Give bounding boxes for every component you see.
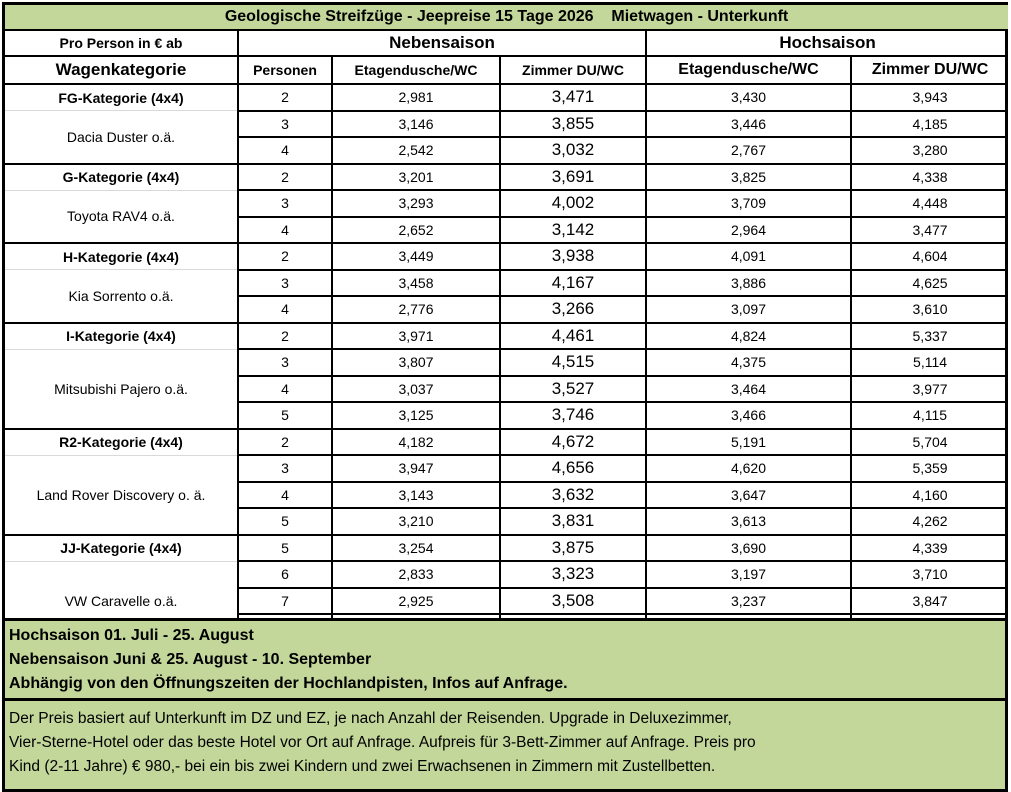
hs-etagendusche-price: 3,709	[646, 190, 851, 217]
table-row	[5, 190, 1008, 217]
hs-etagendusche-price: 2,767	[646, 137, 851, 164]
ns-zimmer-price: 3,508	[500, 588, 646, 615]
hs-etagendusche-price: 4,824	[646, 323, 851, 350]
ns-etagendusche-price: 3,146	[332, 111, 500, 138]
personen-cell: 5	[238, 508, 332, 535]
ns-etagendusche-price: 3,143	[332, 482, 500, 509]
hs-etagendusche-price: 3,466	[646, 402, 851, 429]
title-row	[5, 5, 1008, 30]
hs-zimmer-header: Zimmer DU/WC	[851, 56, 1008, 84]
personen-cell: 2	[238, 323, 332, 350]
ns-zimmer-price: 4,167	[500, 270, 646, 297]
table-row	[5, 111, 1008, 138]
ns-zimmer-price: 3,323	[500, 561, 646, 588]
car-model-label: Kia Sorrento o.ä.	[5, 270, 238, 323]
hs-zimmer-price: 4,185	[851, 111, 1008, 138]
hs-zimmer-price: 3,610	[851, 296, 1008, 323]
hs-zimmer-price: 4,339	[851, 535, 1008, 562]
ns-zimmer-price: 4,002	[500, 190, 646, 217]
price-table	[5, 5, 1008, 642]
hs-etagendusche-price: 4,620	[646, 455, 851, 482]
note-line: Vier-Sterne-Hotel oder das beste Hotel vor Ort auf Anfrage. Aufpreis für 3-Bett-Zimmer auf Anfrage. Preis pro	[9, 734, 756, 751]
ns-zimmer-header: Zimmer DU/WC	[500, 56, 646, 84]
hs-zimmer-price: 4,338	[851, 164, 1008, 191]
price-sheet	[2, 2, 1008, 642]
ns-etagendusche-price: 3,037	[332, 376, 500, 403]
hs-zimmer-price: 4,262	[851, 508, 1008, 535]
ns-zimmer-price: 4,515	[500, 349, 646, 376]
ns-etagendusche-price: 2,542	[332, 137, 500, 164]
hs-zimmer-price: 4,604	[851, 243, 1008, 270]
hs-etagendusche-price: 2,964	[646, 217, 851, 244]
ns-etagendusche-price: 2,652	[332, 217, 500, 244]
personen-cell: 2	[238, 243, 332, 270]
car-model-label: Dacia Duster o.ä.	[5, 111, 238, 164]
hs-zimmer-price: 4,115	[851, 402, 1008, 429]
hs-zimmer-price: 3,847	[851, 588, 1008, 615]
personen-cell: 4	[238, 217, 332, 244]
hs-zimmer-price: 4,160	[851, 482, 1008, 509]
hs-zimmer-price: 3,280	[851, 137, 1008, 164]
ns-etagendusche-price: 2,925	[332, 588, 500, 615]
ns-etagendusche-price: 3,947	[332, 455, 500, 482]
ns-zimmer-price: 3,831	[500, 508, 646, 535]
hs-zimmer-price: 5,114	[851, 349, 1008, 376]
personen-cell: 4	[238, 296, 332, 323]
ns-zimmer-price: 3,471	[500, 84, 646, 111]
hs-zimmer-price: 5,704	[851, 429, 1008, 456]
hs-zimmer-price: 5,359	[851, 455, 1008, 482]
season-notes	[5, 621, 1005, 701]
note-nebensaison: Nebensaison Juni & 25. August - 10. September	[9, 651, 372, 668]
hs-etagendusche-price: 3,690	[646, 535, 851, 562]
personen-cell: 3	[238, 270, 332, 297]
hs-etagendusche-price: 3,237	[646, 588, 851, 615]
ns-etagendusche-price: 4,182	[332, 429, 500, 456]
category-label: FG-Kategorie (4x4)	[5, 84, 238, 111]
price-notes	[5, 701, 1005, 789]
ns-etagendusche-price: 3,201	[332, 164, 500, 191]
season-header-row	[5, 30, 1008, 56]
hs-zimmer-price: 3,943	[851, 84, 1008, 111]
ns-zimmer-price: 3,266	[500, 296, 646, 323]
personen-cell: 3	[238, 455, 332, 482]
personen-cell: 6	[238, 561, 332, 588]
hs-etagendusche-header: Etagendusche/WC	[646, 56, 851, 84]
personen-cell: 3	[238, 349, 332, 376]
sheet-title: Geologische Streifzüge - Jeepreise 15 Tage 2026 Mietwagen - Unterkunft	[5, 5, 1008, 30]
personen-cell: 4	[238, 376, 332, 403]
category-label: JJ-Kategorie (4x4)	[5, 535, 238, 562]
personen-cell: 5	[238, 535, 332, 562]
hs-etagendusche-price: 3,886	[646, 270, 851, 297]
nebensaison-header: Nebensaison	[238, 30, 646, 56]
hs-etagendusche-price: 3,430	[646, 84, 851, 111]
hs-etagendusche-price: 3,613	[646, 508, 851, 535]
pro-person-label: Pro Person in € ab	[5, 30, 238, 56]
table-row	[5, 84, 1008, 111]
note-line: Kind (2-11 Jahre) € 980,- bei ein bis zwei Kindern und zwei Erwachsenen in Zimmern mit Zustellbetten.	[9, 758, 716, 775]
table-row	[5, 164, 1008, 191]
personen-cell: 3	[238, 190, 332, 217]
personen-cell: 2	[238, 164, 332, 191]
ns-etagendusche-price: 3,449	[332, 243, 500, 270]
car-model-label: Toyota RAV4 o.ä.	[5, 190, 238, 243]
ns-etagendusche-price: 3,254	[332, 535, 500, 562]
category-label: G-Kategorie (4x4)	[5, 164, 238, 191]
category-label: H-Kategorie (4x4)	[5, 243, 238, 270]
car-model-label: Land Rover Discovery o. ä.	[5, 455, 238, 535]
personen-cell: 2	[238, 429, 332, 456]
hs-etagendusche-price: 3,825	[646, 164, 851, 191]
personen-cell: 5	[238, 402, 332, 429]
hs-zimmer-price: 4,625	[851, 270, 1008, 297]
category-label: R2-Kategorie (4x4)	[5, 429, 238, 456]
personen-header: Personen	[238, 56, 332, 84]
hs-etagendusche-price: 4,375	[646, 349, 851, 376]
personen-cell: 4	[238, 482, 332, 509]
car-model-label: Mitsubishi Pajero o.ä.	[5, 349, 238, 429]
ns-etagendusche-price: 3,125	[332, 402, 500, 429]
ns-etagendusche-price: 2,981	[332, 84, 500, 111]
ns-etagendusche-price: 2,776	[332, 296, 500, 323]
ns-etagendusche-price: 3,293	[332, 190, 500, 217]
personen-cell: 2	[238, 84, 332, 111]
hs-etagendusche-price: 5,191	[646, 429, 851, 456]
ns-zimmer-price: 3,875	[500, 535, 646, 562]
hs-zimmer-price: 3,477	[851, 217, 1008, 244]
hs-etagendusche-price: 3,097	[646, 296, 851, 323]
hs-etagendusche-price: 3,647	[646, 482, 851, 509]
ns-etagendusche-price: 3,807	[332, 349, 500, 376]
personen-cell: 3	[238, 111, 332, 138]
hs-etagendusche-price: 3,197	[646, 561, 851, 588]
hs-etagendusche-price: 3,464	[646, 376, 851, 403]
car-model-label: VW Caravelle o.ä.	[5, 561, 238, 641]
personen-cell: 4	[238, 137, 332, 164]
hs-zimmer-price: 5,337	[851, 323, 1008, 350]
hs-etagendusche-price: 3,446	[646, 111, 851, 138]
hs-zimmer-price: 4,448	[851, 190, 1008, 217]
note-line: Der Preis basiert auf Unterkunft im DZ und EZ, je nach Anzahl der Reisenden. Upgrade in Deluxezimmer,	[9, 710, 732, 727]
ns-zimmer-price: 3,855	[500, 111, 646, 138]
hs-zimmer-price: 3,977	[851, 376, 1008, 403]
table-row	[5, 535, 1008, 562]
ns-zimmer-price: 3,142	[500, 217, 646, 244]
table-row	[5, 323, 1008, 350]
ns-zimmer-price: 3,746	[500, 402, 646, 429]
ns-zimmer-price: 3,527	[500, 376, 646, 403]
note-hochsaison: Hochsaison 01. Juli - 25. August	[9, 627, 254, 644]
ns-zimmer-price: 3,938	[500, 243, 646, 270]
table-row	[5, 270, 1008, 297]
column-header-row	[5, 56, 1008, 84]
ns-etagendusche-price: 3,458	[332, 270, 500, 297]
notes-box	[2, 618, 1008, 792]
table-row	[5, 429, 1008, 456]
ns-etagendusche-header: Etagendusche/WC	[332, 56, 500, 84]
table-row	[5, 561, 1008, 588]
wagenkategorie-header: Wagenkategorie	[5, 56, 238, 84]
ns-etagendusche-price: 3,971	[332, 323, 500, 350]
ns-zimmer-price: 4,461	[500, 323, 646, 350]
ns-etagendusche-price: 3,210	[332, 508, 500, 535]
ns-zimmer-price: 3,632	[500, 482, 646, 509]
hochsaison-header: Hochsaison	[646, 30, 1008, 56]
note-hochlandpisten: Abhängig von den Öffnungszeiten der Hochlandpisten, Infos auf Anfrage.	[9, 675, 568, 692]
hs-etagendusche-price: 4,091	[646, 243, 851, 270]
table-row	[5, 455, 1008, 482]
ns-etagendusche-price: 2,833	[332, 561, 500, 588]
ns-zimmer-price: 3,691	[500, 164, 646, 191]
ns-zimmer-price: 4,656	[500, 455, 646, 482]
ns-zimmer-price: 3,032	[500, 137, 646, 164]
table-row	[5, 243, 1008, 270]
hs-zimmer-price: 3,710	[851, 561, 1008, 588]
category-label: I-Kategorie (4x4)	[5, 323, 238, 350]
ns-zimmer-price: 4,672	[500, 429, 646, 456]
personen-cell: 7	[238, 588, 332, 615]
table-row	[5, 349, 1008, 376]
